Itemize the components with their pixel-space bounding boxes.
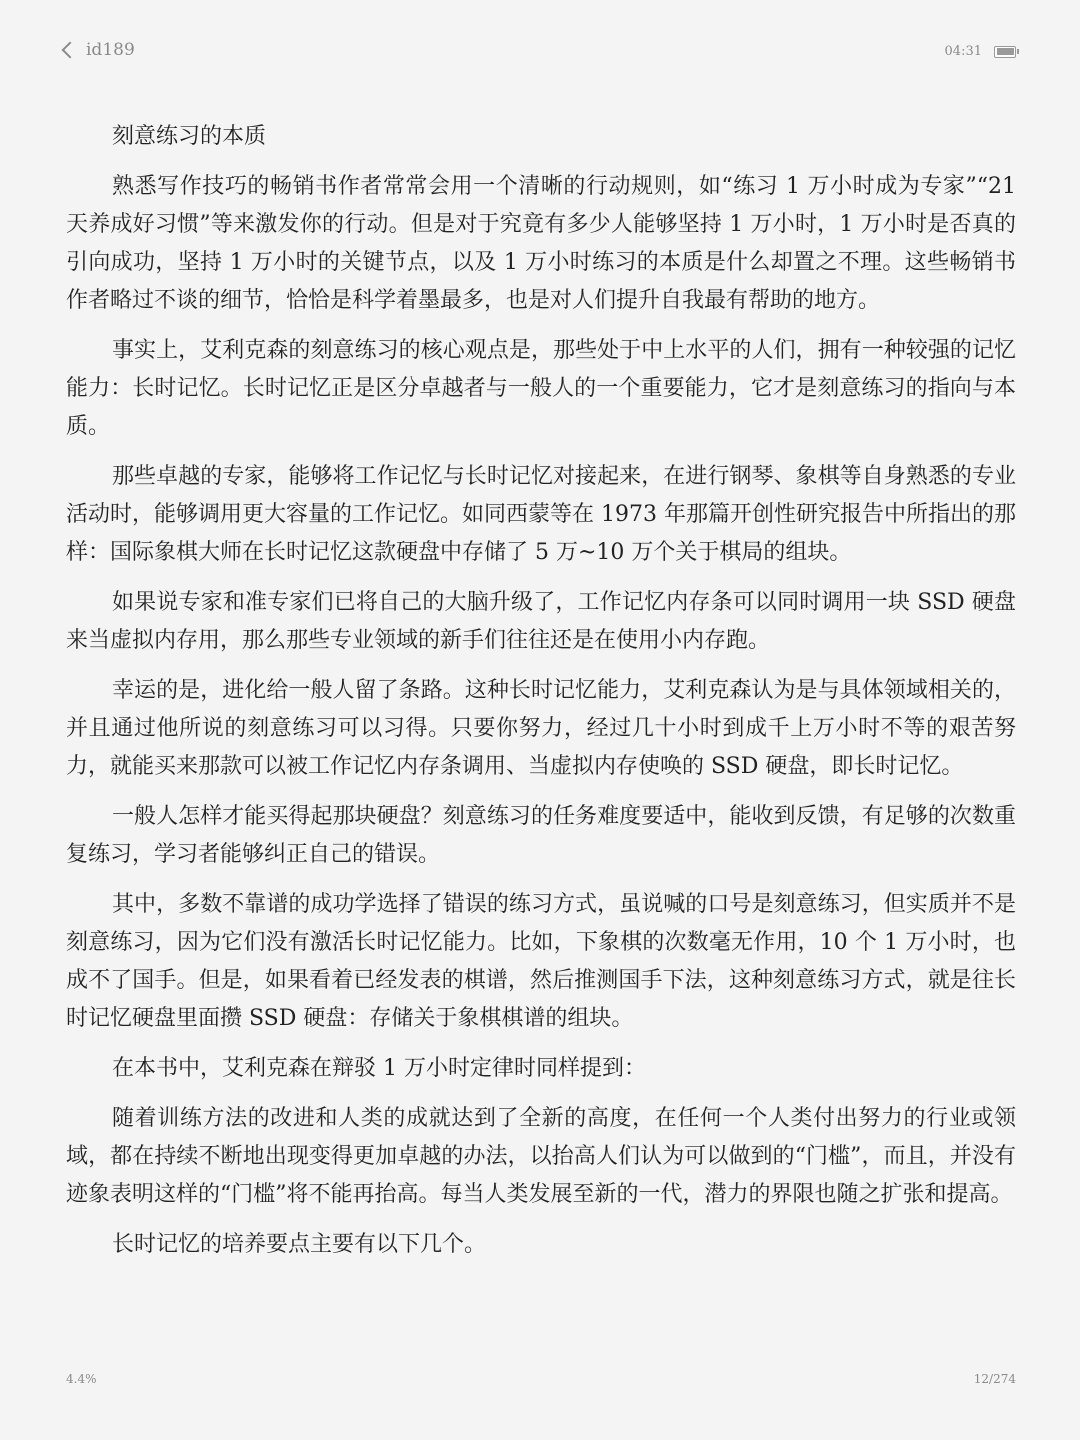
paragraph: 幸运的是，进化给一般人留了条路。这种长时记忆能力，艾利克森认为是与具体领域相关的，并且通过他所说的刻意练习可以习得。只要你努力，经过几十小时到成千上万小时不等的艰苦努力，就能买来那款可以被工作记忆内存条调用、当虚拟内存使唤的 SSD 硬盘，即长时记忆。 [66,678,1016,779]
paragraph: 在本书中，艾利克森在辩驳 1 万小时定律时同样提到： [112,1056,646,1081]
paragraph: 熟悉写作技巧的畅销书作者常常会用一个清晰的行动规则，如“练习 1 万小时成为专家”“21 天养成好习惯”等来激发你的行动。但是对于究竟有多少人能够坚持 1 万小时，1 万小时是否真的引向成功，坚持 1 万小时的关键节点，以及 1 万小时练习的本质是什么却置之不理。这些畅销书作者略过不谈的细节，恰恰是科学着墨最多，也是对人们提升自我最有帮助的地方。 [66,174,1016,313]
battery-fill [997,48,1014,55]
top-bar [0,0,1080,110]
reading-progress: 4.4% [66,1372,97,1386]
paragraph: 一般人怎样才能买得起那块硬盘？刻意练习的任务难度要适中，能收到反馈，有足够的次数重复练习，学习者能够纠正自己的错误。 [66,804,1016,867]
paragraph: 如果说专家和准专家们已将自己的大脑升级了，工作记忆内存条可以同时调用一块 SSD 硬盘来当虚拟内存用，那么那些专业领域的新手们往往还是在使用小内存跑。 [66,590,1016,653]
page-indicator: 12/274 [973,1372,1016,1386]
clock: 04:31 [944,44,982,59]
reading-content [66,118,1016,1276]
status-area [945,44,1016,59]
section-title: 刻意练习的本质 [112,124,267,149]
chevron-left-icon [62,42,79,59]
quote-paragraph: 随着训练方法的改进和人类的成就达到了全新的高度，在任何一个人类付出努力的行业或领域，都在持续不断地出现变得更加卓越的办法，以抬高人们认为可以做到的“门槛”，而且，并没有迹象表明这样的“门槛”将不能再抬高。每当人类发展至新的一代，潜力的界限也随之扩张和提高。 [66,1106,1016,1207]
book-id: id189 [86,40,135,60]
battery-icon [994,46,1016,58]
paragraph: 那些卓越的专家，能够将工作记忆与长时记忆对接起来，在进行钢琴、象棋等自身熟悉的专业活动时，能够调用更大容量的工作记忆。如同西蒙等在 1973 年那篇开创性研究报告中所指出的那样：国际象棋大师在长时记忆这款硬盘中存储了 5 万~10 万个关于棋局的组块。 [66,464,1016,565]
paragraph: 其中，多数不靠谱的成功学选择了错误的练习方式，虽说喊的口号是刻意练习，但实质并不是刻意练习，因为它们没有激活长时记忆能力。比如，下象棋的次数毫无作用，10 个 1 万小时，也成不了国手。但是，如果看着已经发表的棋谱，然后推测国手下法，这种刻意练习方式，就是往长时记忆硬盘里面攒 SSD 硬盘：存储关于象棋棋谱的组块。 [66,892,1016,1031]
paragraph: 事实上，艾利克森的刻意练习的核心观点是，那些处于中上水平的人们，拥有一种较强的记忆能力：长时记忆。长时记忆正是区分卓越者与一般人的一个重要能力，它才是刻意练习的指向与本质。 [66,338,1016,439]
back-button[interactable] [58,40,135,60]
paragraph: 长时记忆的培养要点主要有以下几个。 [112,1232,487,1257]
